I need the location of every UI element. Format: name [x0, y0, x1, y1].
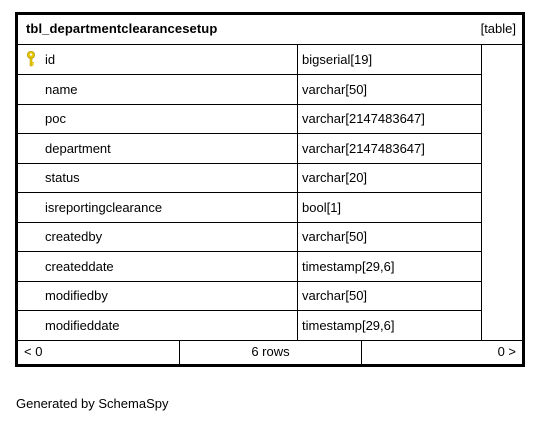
column-name: status: [45, 170, 80, 185]
row-count: 6 rows: [179, 341, 362, 365]
table-type-label: [table]: [480, 21, 516, 36]
column-name: modifieddate: [45, 317, 120, 333]
table-row: [18, 75, 481, 105]
key-icon: [26, 51, 36, 67]
table-name: tbl_departmentclearancesetup: [26, 21, 218, 36]
column-name: createdby: [45, 229, 103, 244]
table-row: [18, 311, 481, 340]
column-type: timestamp[29,6]: [302, 317, 395, 333]
table-row: [18, 193, 481, 223]
table-node: [15, 12, 525, 367]
column-name: department: [45, 140, 111, 156]
table-row: [18, 222, 481, 252]
column-type: bigserial[19]: [302, 52, 373, 67]
column-divider-right: [481, 45, 482, 340]
column-name: name: [45, 81, 78, 97]
table-header: [18, 15, 522, 45]
column-name: poc: [45, 111, 66, 126]
table-footer: [18, 340, 522, 365]
table-row: [18, 252, 481, 282]
column-type: timestamp[29,6]: [302, 258, 395, 274]
table-row: [18, 45, 481, 75]
table-row: [18, 281, 481, 311]
column-type: varchar[50]: [302, 288, 368, 303]
column-name: isreportingclearance: [45, 199, 163, 215]
table-row: [18, 163, 481, 193]
column-type: bool[1]: [302, 199, 342, 215]
column-name: createddate: [45, 258, 114, 274]
parents-count: < 0: [24, 344, 43, 359]
table-row: [18, 134, 481, 164]
column-type: varchar[50]: [302, 229, 368, 244]
column-type: varchar[2147483647]: [302, 111, 425, 126]
generated-by-text: Generated by SchemaSpy: [16, 396, 169, 411]
column-list: [18, 45, 522, 340]
column-name: modifiedby: [45, 288, 108, 303]
column-type: varchar[50]: [302, 81, 368, 97]
column-type: varchar[2147483647]: [302, 140, 425, 156]
column-name: id: [45, 52, 56, 67]
table-row: [18, 104, 481, 134]
children-count: 0 >: [497, 344, 516, 359]
column-type: varchar[20]: [302, 170, 368, 185]
